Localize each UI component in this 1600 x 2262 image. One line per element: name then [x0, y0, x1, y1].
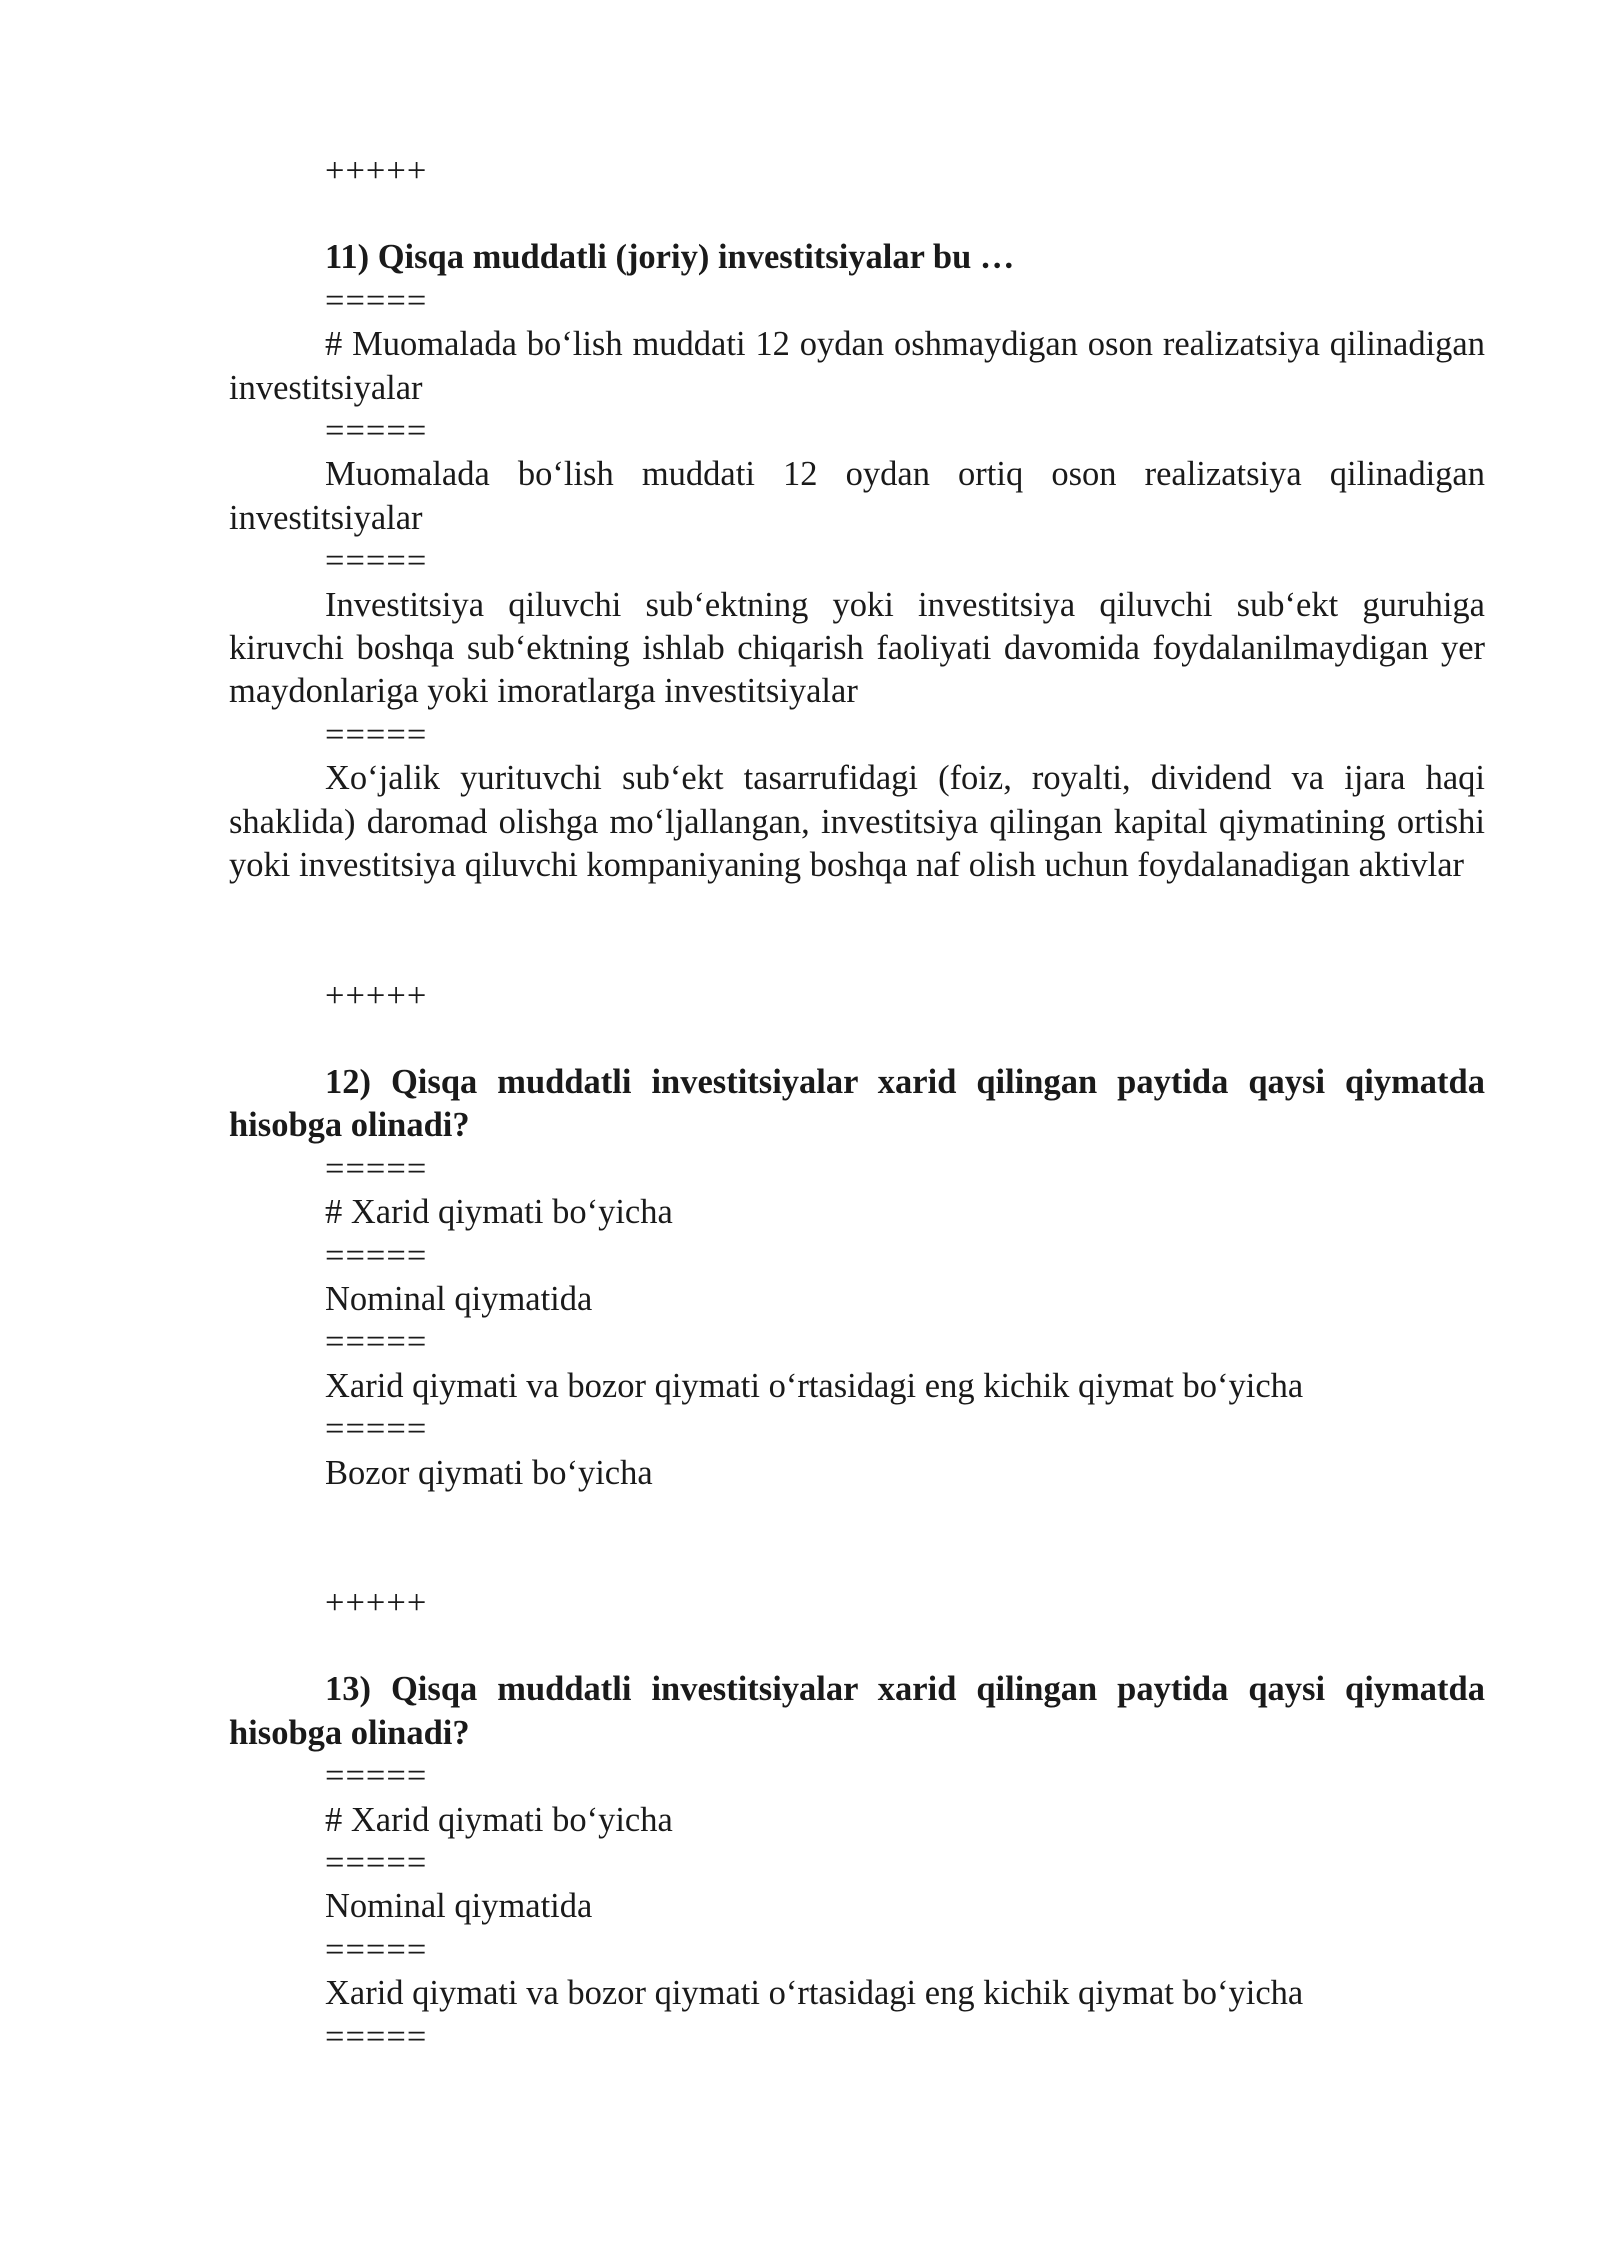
option-separator: =====: [325, 412, 428, 451]
answer-option: Muomalada bo‘lish muddati 12 oydan ortiq oson realizatsiya qilinadigan investitsiyalar: [229, 455, 1485, 537]
answer-option: Bozor qiymati bo‘yicha: [325, 1453, 653, 1492]
option-separator: =====: [325, 1323, 428, 1362]
answer-option: # Xarid qiymati bo‘yicha: [325, 1800, 673, 1839]
option-separator: =====: [325, 2017, 428, 2056]
answer-option: Xo‘jalik yurituvchi sub‘ekt tasarrufidagi (foiz, royalti, dividend va ijara haqi shaklida) daromad olishga mo‘ljallangan, investitsiya qilingan kapital qiymatining ortishi yoki investitsiya qiluvchi kompaniyaning boshqa naf olish uchun foydalanadigan aktivlar: [229, 759, 1485, 885]
question-title: 12) Qisqa muddatli investitsiyalar xarid qilingan paytida qaysi qiymatda hisobga olinadi?: [229, 1062, 1485, 1145]
option-separator: =====: [325, 281, 428, 320]
answer-option: Xarid qiymati va bozor qiymati o‘rtasidagi eng kichik qiymat bo‘yicha: [325, 1974, 1304, 2013]
option-separator: =====: [325, 1930, 428, 1969]
block-separator: +++++: [325, 152, 428, 190]
option-separator: =====: [325, 542, 428, 581]
answer-option: # Muomalada bo‘lish muddati 12 oydan oshmaydigan oson realizatsiya qilinadigan investitsiyalar: [229, 325, 1485, 407]
document-page: [229, 150, 1485, 2059]
block-separator: +++++: [325, 976, 428, 1015]
option-separator: =====: [325, 1149, 428, 1188]
option-separator: =====: [325, 1236, 428, 1275]
question-title: 13) Qisqa muddatli investitsiyalar xarid qilingan paytida qaysi qiymatda hisobga olinadi?: [229, 1670, 1485, 1752]
answer-option: Investitsiya qiluvchi sub‘ektning yoki investitsiya qiluvchi sub‘ekt guruhiga kiruvchi boshqa sub‘ektning ishlab chiqarish faoliyati davomida foydalanilmaydigan yer maydonlariga yoki imoratlarga investitsiyalar: [229, 585, 1485, 711]
answer-option: Xarid qiymati va bozor qiymati o‘rtasidagi eng kichik qiymat bo‘yicha: [325, 1366, 1304, 1405]
answer-option: # Xarid qiymati bo‘yicha: [325, 1193, 673, 1232]
answer-option: Nominal qiymatida: [325, 1887, 593, 1926]
option-separator: =====: [325, 715, 428, 754]
option-separator: =====: [325, 1410, 428, 1449]
question-title: 11) Qisqa muddatli (joriy) investitsiyalar bu …: [325, 238, 1015, 277]
option-separator: =====: [325, 1757, 428, 1796]
option-separator: =====: [325, 1844, 428, 1882]
block-separator: +++++: [325, 1583, 428, 1622]
answer-option: Nominal qiymatida: [325, 1279, 593, 1318]
